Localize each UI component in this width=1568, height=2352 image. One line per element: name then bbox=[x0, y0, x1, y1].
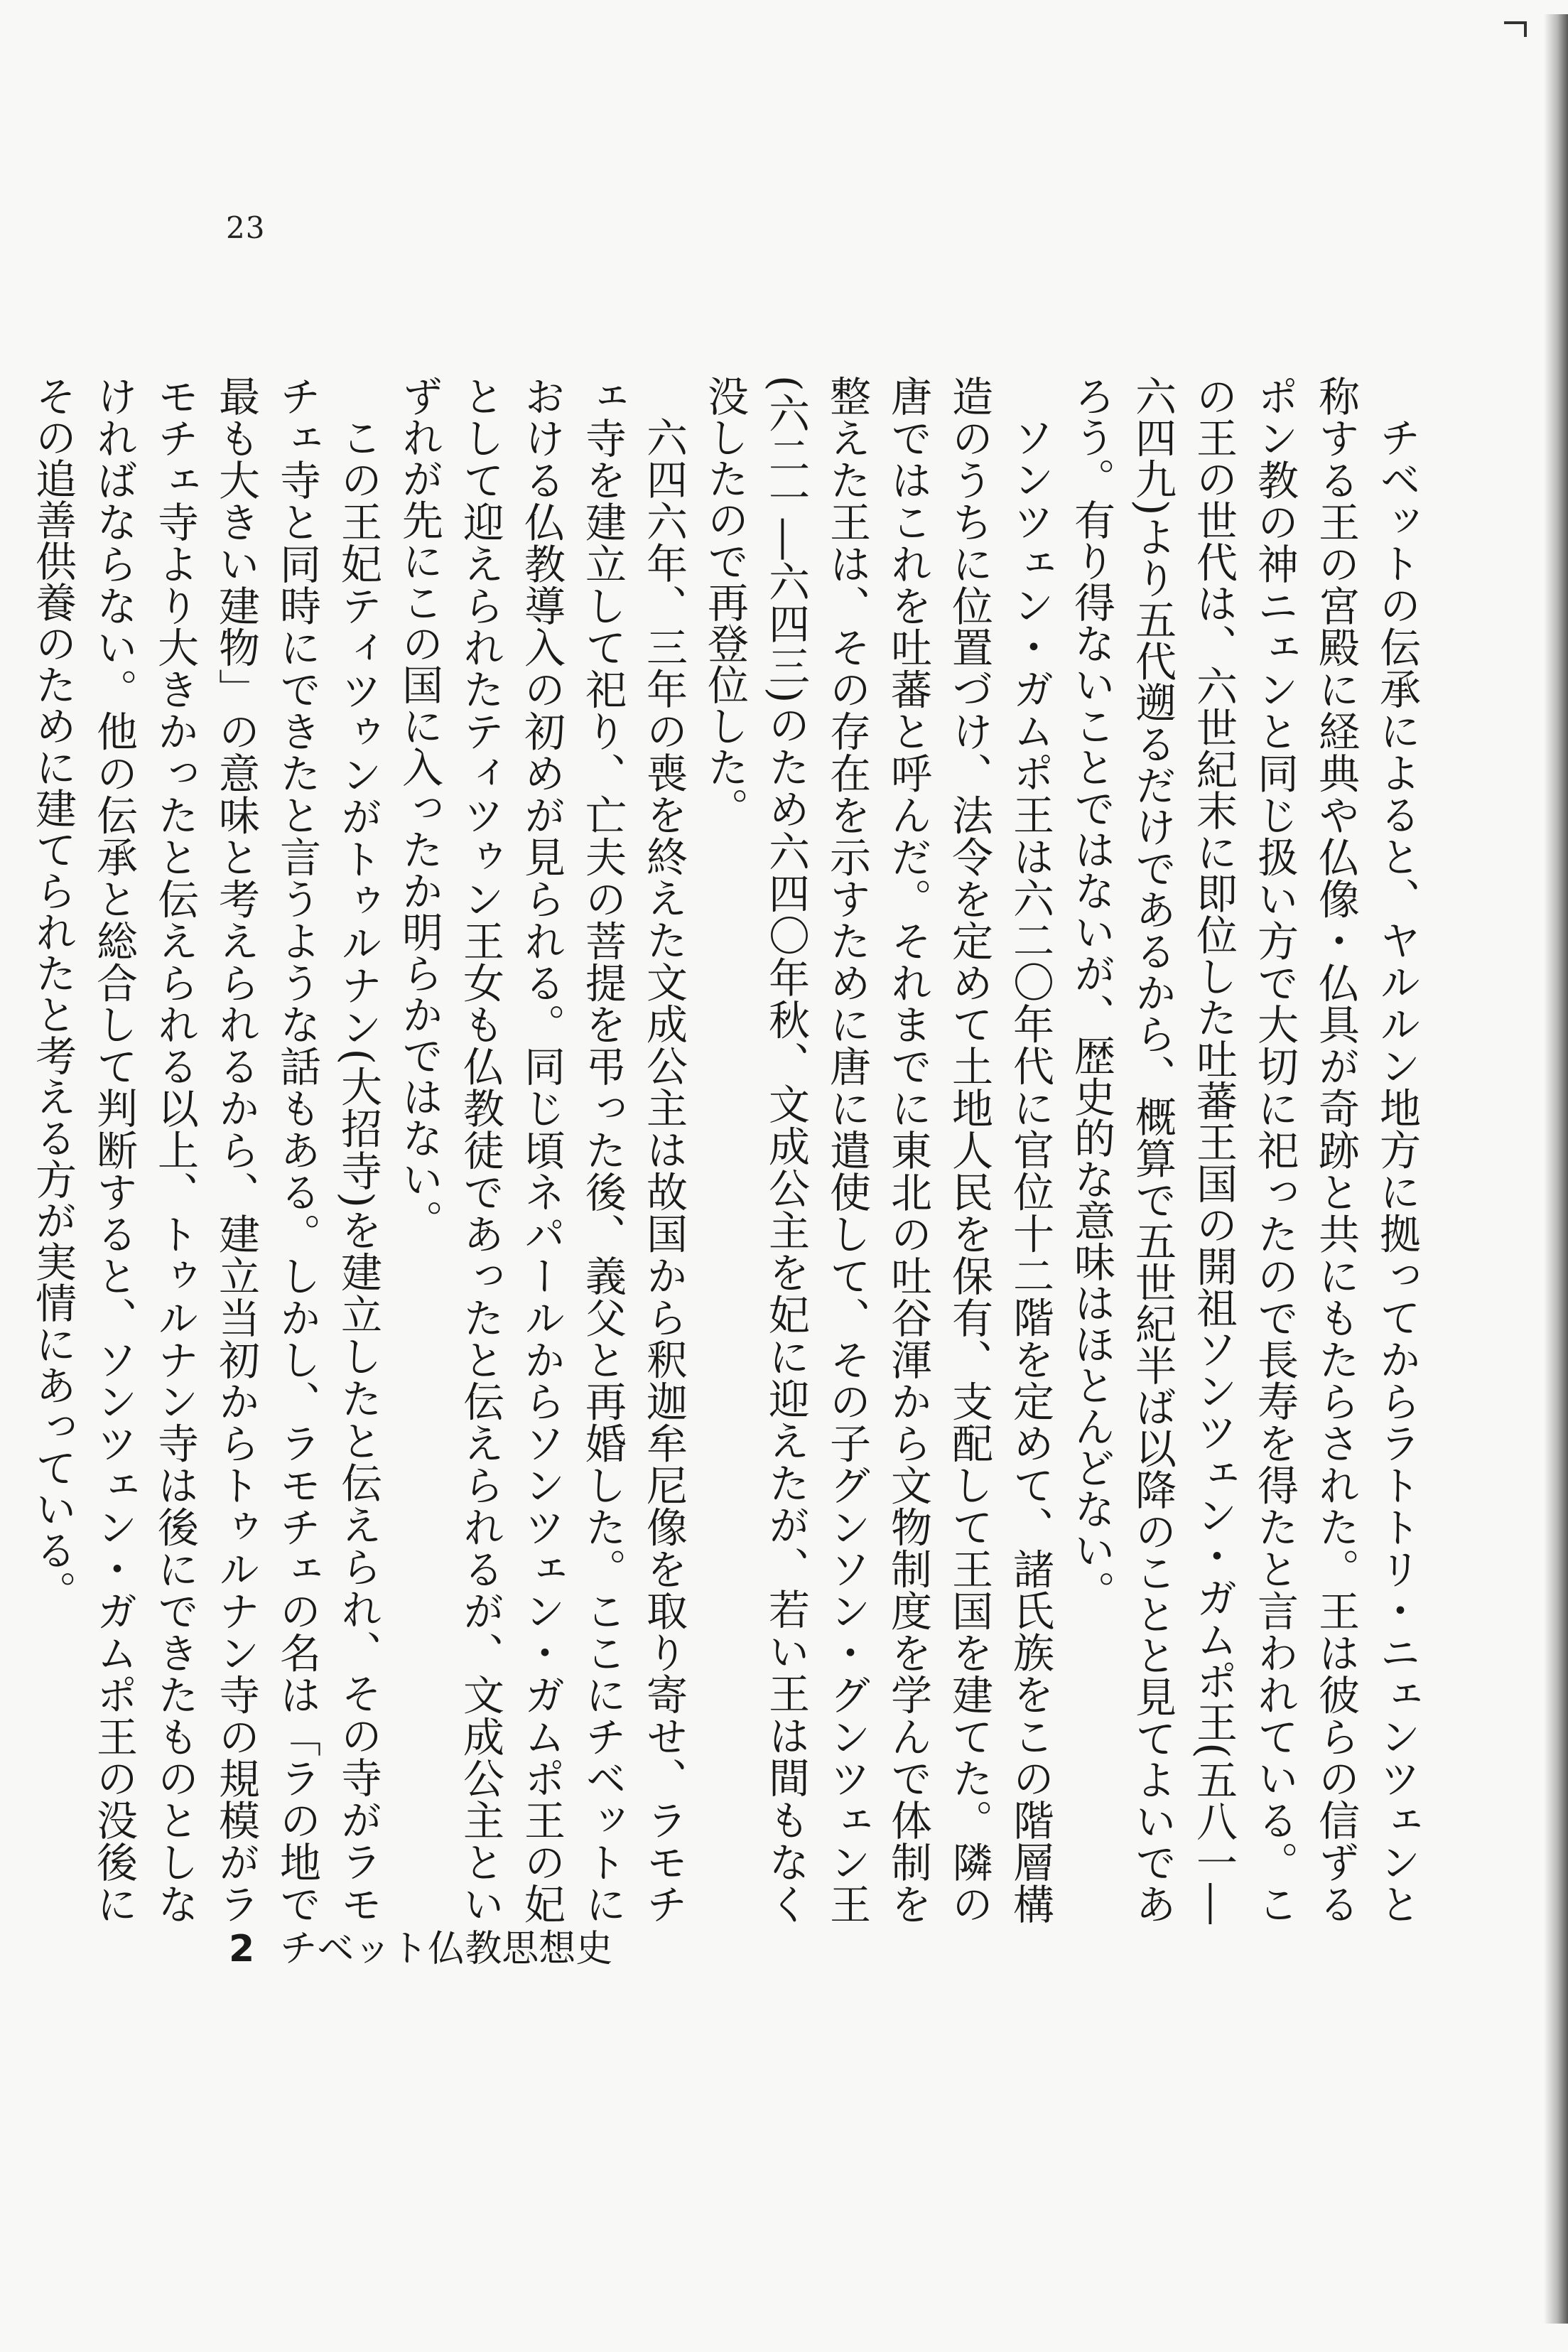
chapter-number: 2 bbox=[229, 1928, 255, 1970]
paragraph-3: 六四六年、三年の喪を終えた文成公主は故国から釈迦牟尼像を取り寄せ、ラモチェ寺を建立して祀り、亡夫の菩提を弔った後、義父と再婚した。ここにチベットにおける仏教導入の初めが見られる。同じ頃ネパールからソンツェン・ガムポ王の妃として迎えられたティツゥン王女も仏教徒であったと伝えられるが、文成公主といずれが先にこの国に入ったか明らかではない。 bbox=[395, 375, 688, 1925]
chapter-title: チベット仏教思想史 bbox=[280, 1928, 613, 1970]
page-number: 23 bbox=[226, 210, 266, 245]
corner-mark bbox=[1504, 21, 1527, 37]
running-footer bbox=[229, 1919, 612, 1972]
paragraph-4: この王妃ティツゥンがトゥルナン(大招寺)を建立したと伝えられ、その寺がラモチェ寺と同時にできたと言うような話もある。しかし、ラモチェの名は「ラの地で最も大きい建物」の意味と考えられるから、建立当初からトゥルナン寺の規模がラモチェ寺より大きかったと伝えられる以上、トゥルナン寺は後にできたものとしなければならない。他の伝承と総合して判断すると、ソンツェン・ガムポ王の没後にその追善供養のために建てられたと考える方が実情にあっている。 bbox=[28, 375, 382, 1925]
page-edge-shadow bbox=[1544, 14, 1568, 2324]
body-text bbox=[28, 375, 1427, 1925]
paragraph-1: チベットの伝承によると、ヤルルン地方に拠ってからラトトリ・ニェンツェンと称する王の宮殿に経典や仏像・仏具が奇跡と共にもたらされた。王は彼らの信ずるポン教の神ニェンと同じ扱い方で大切に祀ったので長寿を得たと言われている。この王の世代は、六世紀末に即位した吐蕃王国の開祖ソンツェン・ガムポ王(五八一―六四九)より五代遡るだけであるから、概算で五世紀半ば以降のことと見てよいであろう。有り得ないことではないが、歴史的な意味はほとんどない。 bbox=[1067, 375, 1421, 1925]
paragraph-2: ソンツェン・ガムポ王は六二〇年代に官位十二階を定めて、諸氏族をこの階層構造のうちに位置づけ、法令を定めて土地人民を保有、支配して王国を建てた。隣の唐ではこれを吐蕃と呼んだ。それまでに東北の吐谷渾から文物制度を学んで体制を整えた王は、その存在を示すために唐に遣使して、その子グンソン・グンツェン王(六二一―六四三)のため六四〇年秋、文成公主を妃に迎えたが、若い王は間もなく没したので再登位した。 bbox=[701, 375, 1054, 1925]
